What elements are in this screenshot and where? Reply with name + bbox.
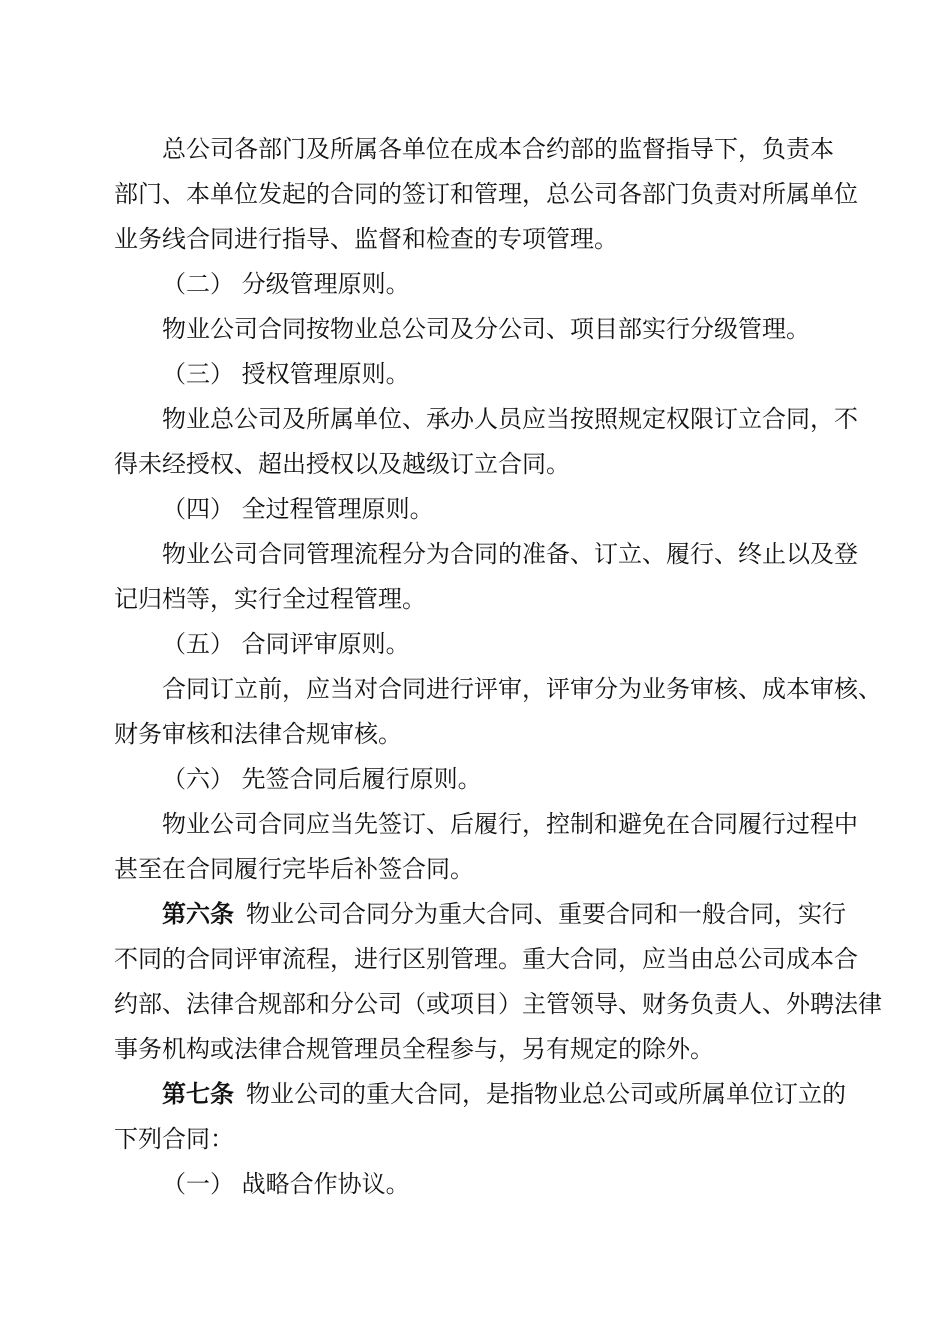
paragraph-line: 不同的合同评审流程，进行区别管理。重大合同，应当由总公司成本合 [114, 945, 858, 973]
article-6-text: 物业公司合同分为重大合同、重要合同和一般合同，实行 [246, 900, 846, 928]
subsection-heading: （六） 先签合同后履行原则。 [162, 765, 482, 793]
paragraph-line: 业务线合同进行指导、监督和检查的专项管理。 [114, 225, 618, 253]
article-7-heading: 第七条 [162, 1079, 234, 1108]
paragraph-line: 物业公司合同管理流程分为合同的准备、订立、履行、终止以及登 [162, 540, 858, 568]
paragraph-line: 记归档等，实行全过程管理。 [114, 585, 426, 613]
article-6-heading: 第六条 [162, 899, 234, 928]
paragraph-line: 合同订立前，应当对合同进行评审，评审分为业务审核、成本审核、 [162, 675, 882, 703]
paragraph-line: 部门、本单位发起的合同的签订和管理，总公司各部门负责对所属单位 [114, 180, 858, 208]
paragraph-line: 物业公司合同按物业总公司及分公司、项目部实行分级管理。 [162, 315, 810, 343]
paragraph-line: 下列合同： [114, 1125, 234, 1153]
paragraph-line: 物业公司合同应当先签订、后履行，控制和避免在合同履行过程中 [162, 810, 858, 838]
subsection-heading: （四） 全过程管理原则。 [162, 495, 434, 523]
article-7-first-line [162, 1079, 846, 1109]
subsection-heading: （三） 授权管理原则。 [162, 360, 410, 388]
paragraph-line: 约部、法律合规部和分公司（或项目）主管领导、财务负责人、外聘法律 [114, 990, 882, 1018]
paragraph-line: 总公司各部门及所属各单位在成本合约部的监督指导下，负责本 [162, 135, 834, 163]
subsection-heading: （二） 分级管理原则。 [162, 270, 410, 298]
paragraph-line: 甚至在合同履行完毕后补签合同。 [114, 855, 474, 883]
paragraph-line: 财务审核和法律合规审核。 [114, 720, 402, 748]
paragraph-line: 事务机构或法律合规管理员全程参与，另有规定的除外。 [114, 1035, 714, 1063]
article-6-first-line [162, 899, 846, 929]
subsection-heading: （五） 合同评审原则。 [162, 630, 410, 658]
paragraph-line: 物业总公司及所属单位、承办人员应当按照规定权限订立合同，不 [162, 405, 858, 433]
paragraph-line: 得未经授权、超出授权以及越级订立合同。 [114, 450, 570, 478]
article-7-text: 物业公司的重大合同，是指物业总公司或所属单位订立的 [246, 1080, 846, 1108]
subsection-heading: （一） 战略合作协议。 [162, 1170, 410, 1198]
